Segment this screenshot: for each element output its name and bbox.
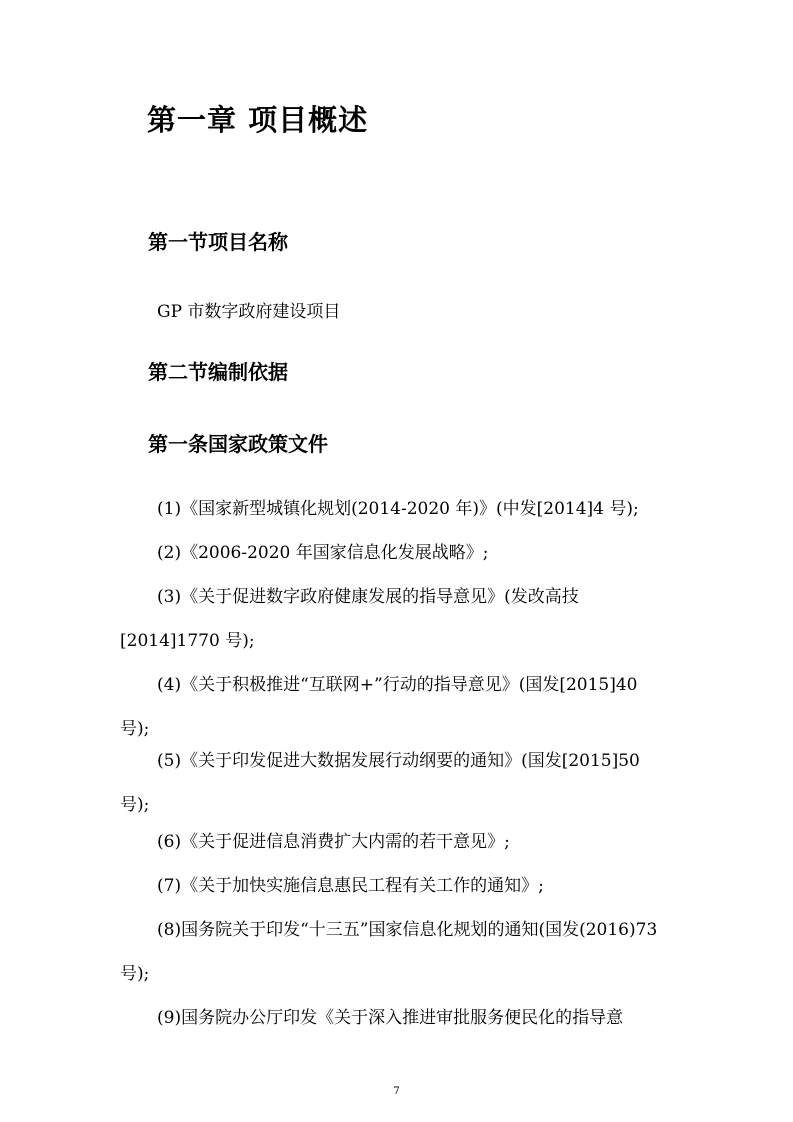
policy-item-5: (5)《关于印发促进大数据发展行动纲要的通知》(国发[2015]50 号); [120, 751, 640, 815]
chapter-title: 第一章 项目概述 [147, 103, 369, 137]
policy-item-4: (4)《关于积极推进“互联网+”行动的指导意见》(国发[2015]40 号); [120, 675, 638, 739]
policy-item-1: (1)《国家新型城镇化规划(2014-2020 年)》(中发[2014]4 号); [157, 499, 639, 519]
policy-item-7: (7)《关于加快实施信息惠民工程有关工作的通知》; [157, 876, 544, 896]
policy-item-9: (9)国务院办公厅印发《关于深入推进审批服务便民化的指导意 [157, 1008, 624, 1028]
project-name-text: GP 市数字政府建设项目 [157, 302, 341, 322]
section-heading-basis: 第二节编制依据 [148, 360, 288, 384]
page-number: 7 [393, 1086, 400, 1097]
article-heading-national-policy: 第一条国家政策文件 [148, 432, 328, 456]
policy-item-8: (8)国务院关于印发“十三五”国家信息化规划的通知(国发(2016)73 号); [120, 920, 658, 984]
policy-item-6: (6)《关于促进信息消费扩大内需的若干意见》; [157, 832, 510, 852]
policy-item-3: (3)《关于促进数字政府健康发展的指导意见》(发改高技[2014]1770 号); [120, 587, 579, 651]
section-heading-project-name: 第一节项目名称 [148, 230, 288, 254]
policy-item-2: (2)《2006-2020 年国家信息化发展战略》; [157, 543, 489, 563]
